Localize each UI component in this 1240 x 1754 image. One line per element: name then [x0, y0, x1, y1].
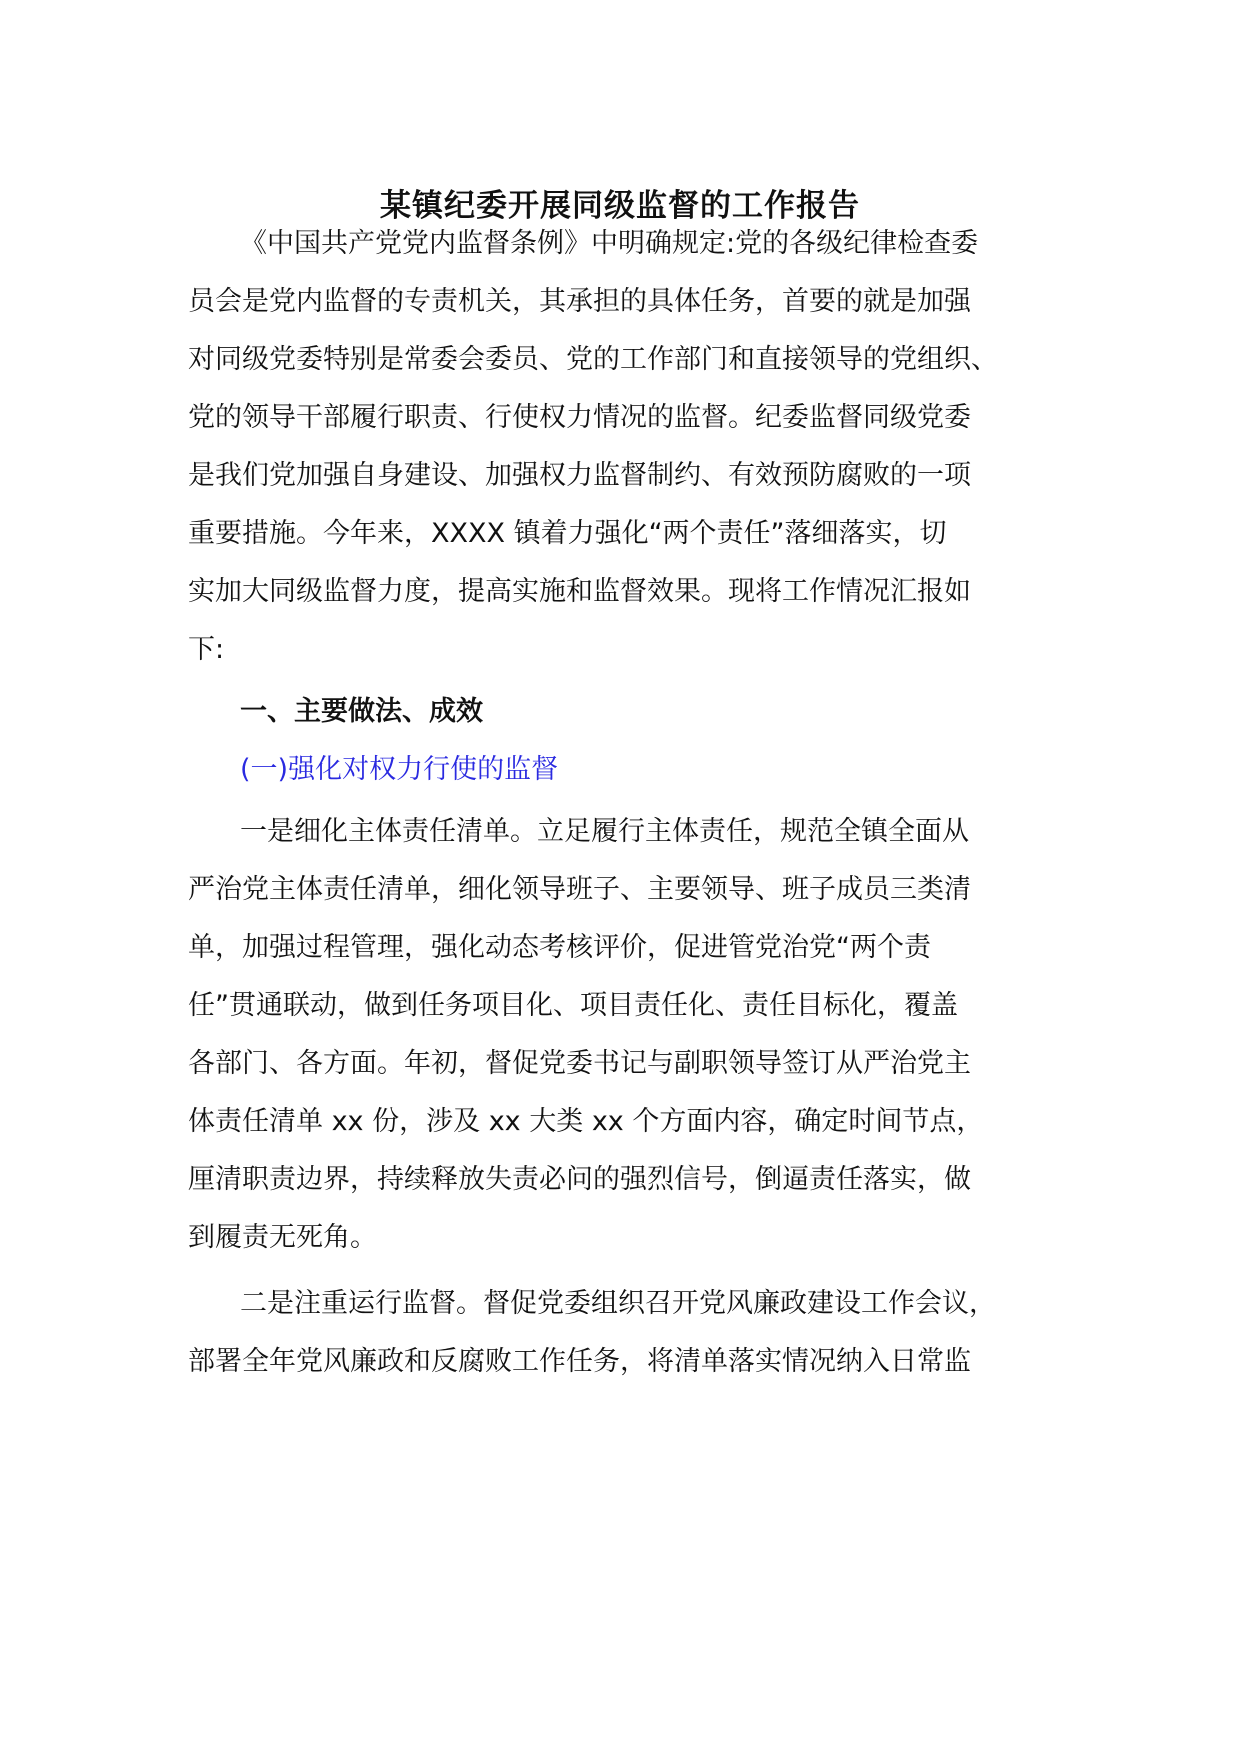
paragraph-line: 是我们党加强自身建设、加强权力监督制约、有效预防腐败的一项: [188, 460, 971, 491]
paragraph-line: 体责任清单 xx 份，涉及 xx 大类 xx 个方面内容，确定时间节点，: [188, 1106, 984, 1137]
paragraph-line: 严治党主体责任清单，细化领导班子、主要领导、班子成员三类清: [188, 874, 971, 905]
paragraph-line: 下:: [188, 634, 225, 665]
document-title: 某镇纪委开展同级监督的工作报告: [380, 188, 860, 224]
section-heading: 一、主要做法、成效: [240, 696, 483, 727]
paragraph-line: 《中国共产党党内监督条例》中明确规定:党的各级纪律检查委: [240, 228, 979, 259]
paragraph-line: 厘清职责边界，持续释放失责必问的强烈信号，倒逼责任落实，做: [188, 1164, 971, 1195]
paragraph-line: 各部门、各方面。年初，督促党委书记与副职领导签订从严治党主: [188, 1048, 971, 1079]
paragraph-line: 部署全年党风廉政和反腐败工作任务，将清单落实情况纳入日常监: [188, 1346, 971, 1377]
paragraph-line: 一是细化主体责任清单。立足履行主体责任，规范全镇全面从: [240, 816, 969, 847]
paragraph-line: 重要措施。今年来，XXXX 镇着力强化“两个责任”落细落实，切: [188, 518, 947, 549]
paragraph-line: 党的领导干部履行职责、行使权力情况的监督。纪委监督同级党委: [188, 402, 971, 433]
paragraph-line: 单，加强过程管理，强化动态考核评价，促进管党治党“两个责: [188, 932, 931, 963]
paragraph-line: 实加大同级监督力度，提高实施和监督效果。现将工作情况汇报如: [188, 576, 971, 607]
paragraph-line: 员会是党内监督的专责机关，其承担的具体任务，首要的就是加强: [188, 286, 971, 317]
paragraph-line: 对同级党委特别是常委会委员、党的工作部门和直接领导的党组织、: [188, 344, 998, 375]
subsection-heading: (一)强化对权力行使的监督: [240, 754, 559, 785]
paragraph-line: 到履责无死角。: [188, 1222, 377, 1253]
paragraph-line: 二是注重运行监督。督促党委组织召开党风廉政建设工作会议，: [240, 1288, 996, 1319]
paragraph-line: 任”贯通联动，做到任务项目化、项目责任化、责任目标化，覆盖: [188, 990, 958, 1021]
